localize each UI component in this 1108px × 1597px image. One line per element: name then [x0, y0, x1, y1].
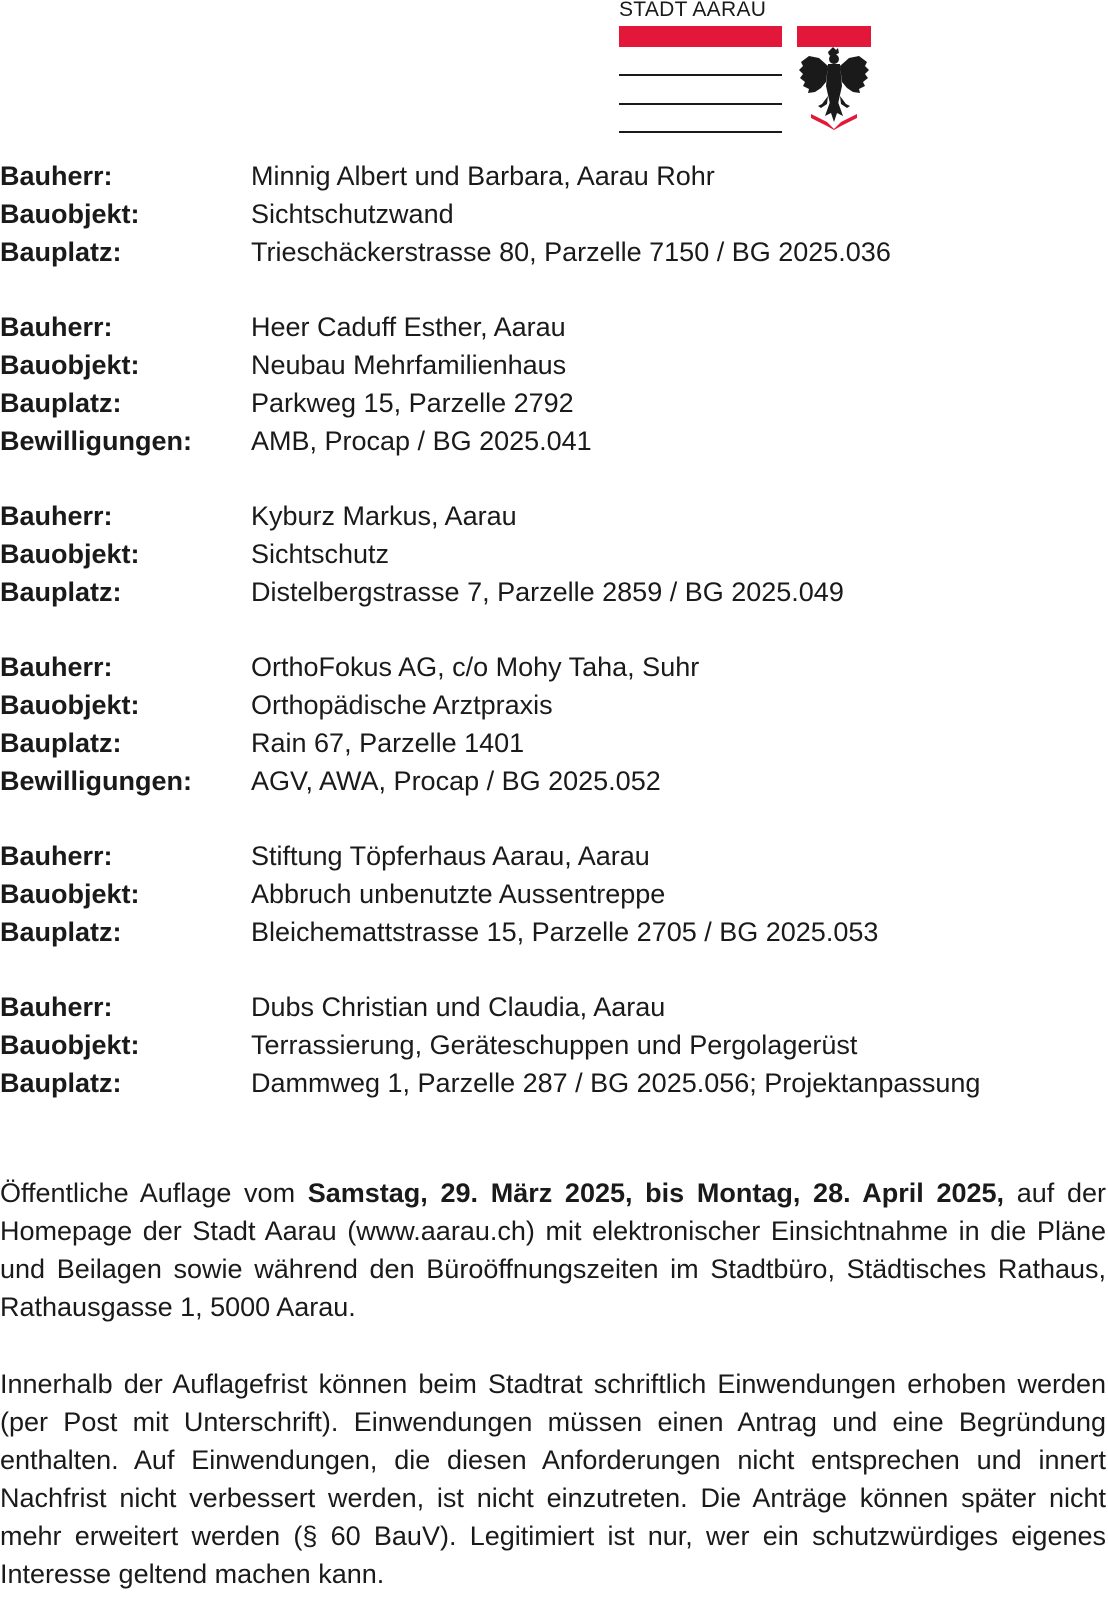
- entry-row: [0, 1064, 1108, 1102]
- row-label: Bauplatz:: [0, 728, 122, 758]
- row-value: Distelbergstrasse 7, Parzelle 2859 / BG 2025.049: [251, 577, 844, 607]
- row-label: Bauobjekt:: [0, 350, 140, 380]
- row-label: Bauherr:: [0, 501, 113, 531]
- row-value: Minnig Albert und Barbara, Aarau Rohr: [251, 161, 715, 191]
- row-value: Stiftung Töpferhaus Aarau, Aarau: [251, 841, 650, 871]
- entry-row: [0, 648, 1108, 686]
- row-value: Kyburz Markus, Aarau: [251, 501, 517, 531]
- row-label: Bauherr:: [0, 161, 113, 191]
- row-label: Bauherr:: [0, 652, 113, 682]
- entry-row: [0, 422, 1108, 460]
- entry-row: [0, 1026, 1108, 1064]
- row-label: Bauobjekt:: [0, 690, 140, 720]
- display-period: Samstag, 29. März 2025, bis Montag, 28. April 2025,: [307, 1178, 1005, 1208]
- row-value: Trieschäckerstrasse 80, Parzelle 7150 / BG 2025.036: [251, 237, 891, 267]
- entry-row: [0, 875, 1108, 913]
- entry-row: [0, 384, 1108, 422]
- row-label: Bauherr:: [0, 841, 113, 871]
- row-value: Orthopädische Arztpraxis: [251, 690, 553, 720]
- row-value: Rain 67, Parzelle 1401: [251, 728, 525, 758]
- logo-red-bar: [619, 26, 782, 47]
- logo-line: [619, 103, 782, 105]
- row-value: Dubs Christian und Claudia, Aarau: [251, 992, 666, 1022]
- entry-row: [0, 233, 1108, 271]
- entry-row: [0, 535, 1108, 573]
- application-entry: [0, 988, 1108, 1102]
- row-value: Heer Caduff Esther, Aarau: [251, 312, 566, 342]
- row-value: AMB, Procap / BG 2025.041: [251, 426, 592, 456]
- entry-row: [0, 724, 1108, 762]
- entry-row: [0, 988, 1108, 1026]
- row-label: Bauplatz:: [0, 388, 122, 418]
- row-value: Sichtschutzwand: [251, 199, 454, 229]
- row-label: Bauherr:: [0, 992, 113, 1022]
- row-value: Sichtschutz: [251, 539, 390, 569]
- eagle-shield-icon: [797, 26, 871, 130]
- entry-row: [0, 573, 1108, 611]
- objection-paragraph: Innerhalb der Auflagefrist können beim Stadtrat schriftlich Einwendungen erhoben werden (per Post mit Unterschrift). Einwendungen müssen einen Antrag und eine Begründung enthalten. Auf Einwendungen, die diesen Anforderungen nicht entsprechen und innert Nachfrist nicht verbessert werden, ist nicht einzutreten. Die Anträge können später nicht mehr erweitert werden (§ 60 BauV). Legitimiert ist nur, wer ein schutzwürdiges eigenes Interesse geltend machen kann.: [0, 1369, 1106, 1589]
- entry-row: [0, 837, 1108, 875]
- paragraph-rest-text: auf der Homepage der Stadt Aarau (www.aarau.ch) mit elektronischer Einsichtnahme in die Pläne und Beilagen sowie während den Büroöffnungszeiten im Stadtbüro, Städtisches Rathaus, Rathausgasse 1, 5000 Aarau.: [0, 1178, 1106, 1322]
- row-label: Bauobjekt:: [0, 879, 140, 909]
- row-value: OrthoFokus AG, c/o Mohy Taha, Suhr: [251, 652, 700, 682]
- row-label: Bauobjekt:: [0, 539, 140, 569]
- entry-row: [0, 497, 1108, 535]
- row-value: AGV, AWA, Procap / BG 2025.052: [251, 766, 661, 796]
- row-label: Bauplatz:: [0, 237, 122, 267]
- row-value: Dammweg 1, Parzelle 287 / BG 2025.056; Projektanpassung: [251, 1068, 981, 1098]
- entry-row: [0, 308, 1108, 346]
- row-label: Bauplatz:: [0, 577, 122, 607]
- stadt-aarau-logo: [619, 0, 879, 135]
- application-entry: [0, 497, 1108, 611]
- row-label: Bauplatz:: [0, 1068, 122, 1098]
- application-entry: [0, 837, 1108, 951]
- entry-row: [0, 913, 1108, 951]
- public-display-paragraph: [0, 1174, 1106, 1326]
- application-entry: [0, 648, 1108, 800]
- entry-row: [0, 195, 1108, 233]
- row-label: Bauobjekt:: [0, 199, 140, 229]
- application-entry: [0, 308, 1108, 460]
- row-value: Abbruch unbenutzte Aussentreppe: [251, 879, 666, 909]
- application-entry: [0, 157, 1108, 271]
- entry-row: [0, 346, 1108, 384]
- row-label: Bauherr:: [0, 312, 113, 342]
- entry-row: [0, 686, 1108, 724]
- logo-line: [619, 74, 782, 76]
- entry-row: [0, 762, 1108, 800]
- row-value: Neubau Mehrfamilienhaus: [251, 350, 567, 380]
- logo-line: [619, 131, 782, 133]
- row-value: Bleichemattstrasse 15, Parzelle 2705 / BG 2025.053: [251, 917, 879, 947]
- row-label: Bewilligungen:: [0, 766, 192, 796]
- row-label: Bauplatz:: [0, 917, 122, 947]
- row-value: Parkweg 15, Parzelle 2792: [251, 388, 574, 418]
- paragraph-intro-text: Öffentliche Auflage vom: [0, 1178, 308, 1208]
- entry-row: [0, 157, 1108, 195]
- row-label: Bewilligungen:: [0, 426, 192, 456]
- building-applications-list: [0, 157, 1108, 1139]
- logo-text: STADT AARAU: [619, 0, 767, 21]
- row-value: Terrassierung, Geräteschuppen und Pergolagerüst: [251, 1030, 858, 1060]
- row-label: Bauobjekt:: [0, 1030, 140, 1060]
